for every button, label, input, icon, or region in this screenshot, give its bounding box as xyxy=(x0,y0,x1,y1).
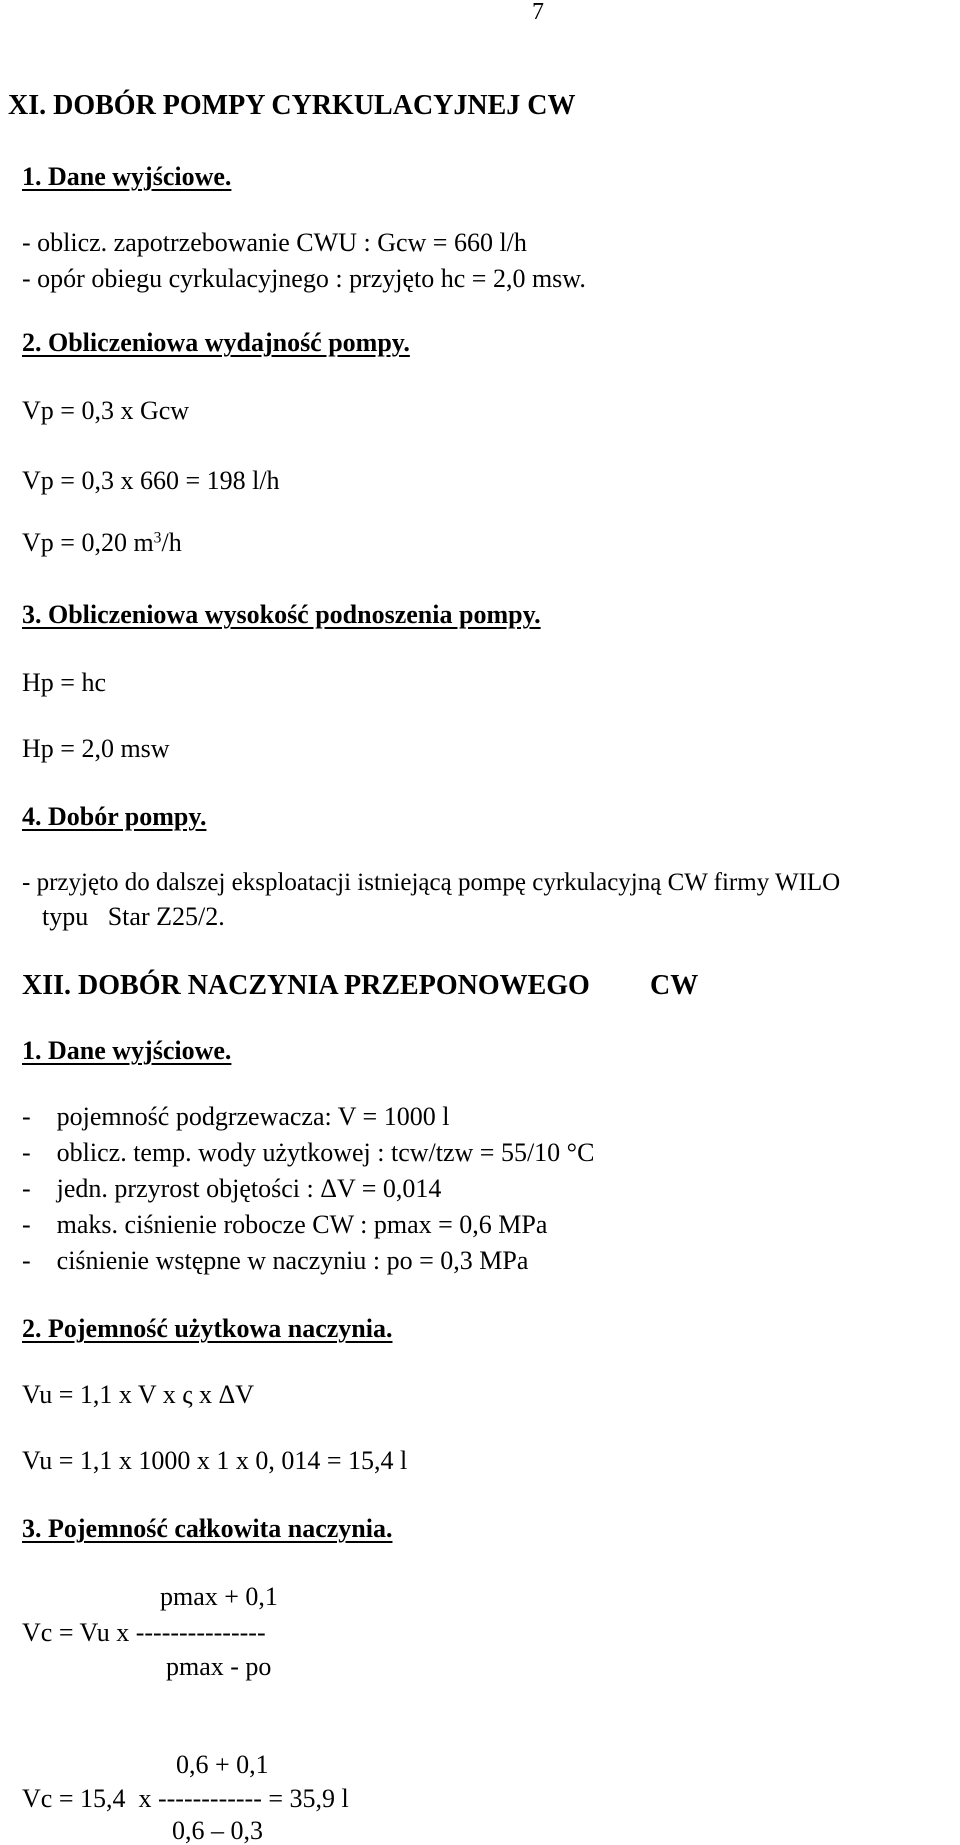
xii-s3-frac1-line: Vc = Vu x --------------- xyxy=(22,1618,266,1647)
xii-s1-item-5: - ciśnienie wstępne w naczyniu : po = 0,3 MPa xyxy=(22,1246,529,1275)
section-xii-title-cw: CW xyxy=(650,970,699,1001)
xii-s2-eq2: Vu = 1,1 x 1000 x 1 x 0, 014 = 15,4 l xyxy=(22,1446,408,1475)
xii-s1-heading: 1. Dane wyjściowe. xyxy=(22,1036,232,1065)
xii-s3-heading: 3. Pojemność całkowita naczynia. xyxy=(22,1514,393,1543)
xi-s2-eq3-sup: 3 xyxy=(153,529,162,547)
xi-s2-eq3-post: /h xyxy=(161,528,182,557)
xii-s3-frac2-denominator: 0,6 – 0,3 xyxy=(172,1816,263,1845)
xii-s1-item-4-text: maks. ciśnienie robocze CW : pmax = 0,6 MPa xyxy=(56,1210,548,1239)
xi-s3-eq2: Hp = 2,0 msw xyxy=(22,734,170,763)
xii-s3-frac1-denominator: pmax - po xyxy=(166,1652,272,1681)
xi-s1-line1: - oblicz. zapotrzebowanie CWU : Gcw = 660 l/h xyxy=(22,228,527,257)
page-number: 7 xyxy=(532,0,544,25)
xii-s1-item-5-text: ciśnienie wstępne w naczyniu : po = 0,3 MPa xyxy=(56,1246,529,1275)
section-xi-title: XI. DOBÓR POMPY CYRKULACYJNEJ CW xyxy=(8,90,576,121)
xii-s1-item-1-text: pojemność podgrzewacza: V = 1000 l xyxy=(56,1102,450,1131)
xii-s1-item-2-text: oblicz. temp. wody użytkowej : tcw/tzw = 55/10 °C xyxy=(56,1138,595,1167)
xi-s2-heading: 2. Obliczeniowa wydajność pompy. xyxy=(22,328,410,357)
xi-s4-heading: 4. Dobór pompy. xyxy=(22,802,207,831)
xii-s1-item-3-text: jedn. przyrost objętości : ΔV = 0,014 xyxy=(56,1174,442,1203)
xi-s2-eq3 xyxy=(22,530,182,556)
xii-s3-frac2-numerator: 0,6 + 0,1 xyxy=(176,1750,269,1779)
xi-s1-line2: - opór obiegu cyrkulacyjnego : przyjęto hc = 2,0 msw. xyxy=(22,264,586,293)
xi-s1-heading: 1. Dane wyjściowe. xyxy=(22,162,232,191)
xii-s2-heading: 2. Pojemność użytkowa naczynia. xyxy=(22,1314,393,1343)
xii-s2-eq1: Vu = 1,1 x V x ς x ΔV xyxy=(22,1380,255,1409)
xii-s1-item-3: - jedn. przyrost objętości : ΔV = 0,014 xyxy=(22,1174,442,1203)
xii-s1-item-2: - oblicz. temp. wody użytkowej : tcw/tzw = 55/10 °C xyxy=(22,1138,595,1167)
xi-s2-eq2: Vp = 0,3 x 660 = 198 l/h xyxy=(22,466,280,495)
xii-s3-frac2-line: Vc = 15,4 x ------------ = 35,9 l xyxy=(22,1784,349,1813)
xii-s1-item-1: - pojemność podgrzewacza: V = 1000 l xyxy=(22,1102,450,1131)
section-xii-title: XII. DOBÓR NACZYNIA PRZEPONOWEGO xyxy=(22,970,590,1001)
xi-s4-line1: - przyjęto do dalszej eksploatacji istniejącą pompę cyrkulacyjną CW firmy WILO xyxy=(22,869,841,896)
xii-s1-item-4: - maks. ciśnienie robocze CW : pmax = 0,6 MPa xyxy=(22,1210,548,1239)
xi-s3-heading: 3. Obliczeniowa wysokość podnoszenia pompy. xyxy=(22,600,541,629)
xi-s4-line2: typu Star Z25/2. xyxy=(42,902,225,931)
xi-s2-eq1: Vp = 0,3 x Gcw xyxy=(22,396,190,425)
xii-s3-frac1-numerator: pmax + 0,1 xyxy=(160,1582,278,1611)
xi-s3-eq1: Hp = hc xyxy=(22,668,106,697)
xi-s2-eq3-pre: Vp = 0,20 m xyxy=(22,528,154,557)
